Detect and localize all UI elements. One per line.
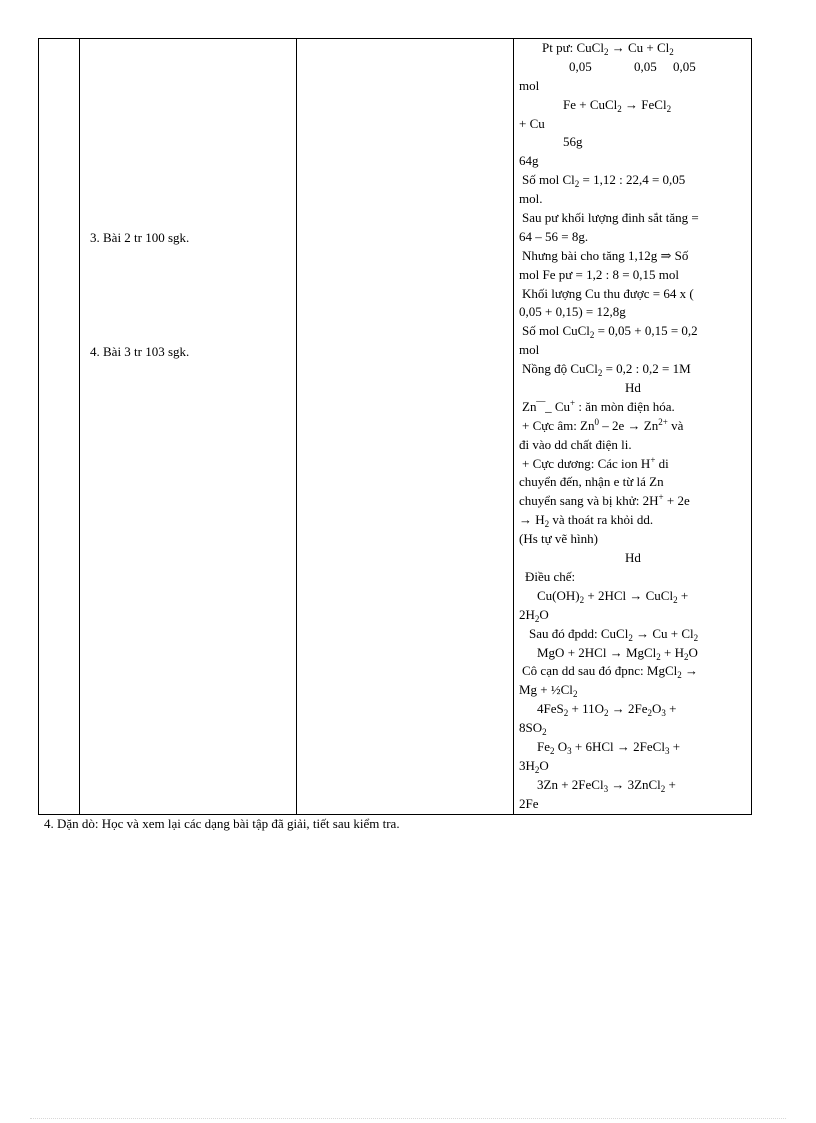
solution-column: [514, 39, 752, 815]
solution-line: Số mol CuCl$_2$ = 0,05 + 0,15 = 0,2: [522, 323, 698, 341]
table-row: [39, 39, 752, 815]
page-bottom-divider: [30, 1118, 786, 1119]
solution-line: $Cu(OH)_2 + 2HCl$ → CuCl$_2$ +: [537, 587, 689, 605]
solution-line: (Hs tự vẽ hình): [519, 531, 598, 547]
solution-line: → $H_2$ và thoát ra khỏi dd.: [519, 512, 654, 530]
solution-line: MgO + 2HCl → MgCl$_2$ + $H_2O$: [537, 644, 698, 662]
solution-line: Điều chế:: [525, 568, 576, 584]
solution-line: Số mol $Cl_2 = 1,12$ : 22,4 = 0,05: [522, 172, 686, 190]
index-column: [39, 39, 80, 815]
solution-line: Hd: [625, 550, 641, 566]
solution-line: 64g: [519, 153, 539, 169]
solution-line: chuyển sang và bị khử: 2H+ + 2e: [519, 492, 690, 509]
solution-line: chuyển đến, nhận e từ lá Zn: [519, 474, 664, 490]
teacher-activity-column: [80, 39, 297, 815]
solution-line: $2H_2O$: [519, 606, 549, 624]
solution-line: Pt pư: CuCl$_2$ → $Cu + Cl_2$: [542, 40, 674, 57]
solution-line: đi vào dd chất điện li.: [519, 436, 632, 452]
solution-line: Khối lượng Cu thu được = 64 x (: [522, 285, 694, 301]
solution-line: mol: [519, 77, 540, 93]
solution-line: 2Fe: [519, 795, 539, 811]
solution-line: $Fe_2$ $O_3 + 6HCl$ → 2FeCl$_3$ +: [537, 738, 681, 756]
solution-line: + Cu: [519, 115, 545, 131]
task-3-label: 3. Bài 2 tr 100 sgk.: [90, 230, 190, 245]
solution-line: mol: [519, 342, 540, 358]
solution-line: + Cực dương: Các ion H+ di: [522, 454, 669, 471]
solution-line: Zn‾‾_ Cu+ : ăn mòn điện hóa.: [522, 397, 675, 414]
task-4-label: 4. Bài 3 tr 103 sgk.: [90, 344, 190, 359]
solution-line: $4FeS_2 + 11O_2 \to 2Fe_2O_3$ +: [537, 701, 677, 719]
solution-line: $8SO_2$: [519, 720, 547, 738]
solution-line: Nhưng bài cho tăng 1,12g ⇒ Số: [522, 247, 689, 263]
solution-line: 0,05 + 0,15) = 12,8g: [519, 304, 626, 320]
solution-line: $3H_2O$: [519, 757, 549, 775]
solution-line: Sau pư khối lượng đinh sắt tăng =: [522, 210, 699, 226]
solution-line: Sau đó đpdd: CuCl$_2$ → $Cu + Cl_2$: [529, 625, 699, 643]
solution-line: 0,05 0,05 0,05: [569, 58, 696, 74]
solution-line: Nồng độ CuCl$_2$ = 0,2 : 0,2 = 1M: [522, 361, 691, 379]
solution-line: $Mg + \frac{1}{2}Cl_2$: [519, 682, 578, 700]
homework-note: 4. Dặn dò: Học và xem lại các dạng bài tập đã giải, tiết sau kiểm tra.: [44, 816, 400, 831]
lesson-table: [38, 38, 752, 815]
solution-line: Fe + CuCl$_2$ → FeCl$_2$: [563, 96, 672, 114]
solution-line: mol Fe pư = 1,2 : 8 = 0,15 mol: [519, 266, 680, 282]
solution-line: mol.: [519, 191, 543, 207]
solution-line: 64 – 56 = 8g.: [519, 228, 589, 244]
solution-line: 56g: [563, 134, 583, 150]
solution-line: 3Zn + 2FeCl$_3$ → 3ZnCl$_2$ +: [537, 776, 676, 794]
solution-line: Cô cạn dd sau đó đpnc: MgCl$_2$ →: [522, 663, 699, 681]
solution-line: Hd: [625, 380, 641, 396]
solution-line: + Cực âm: $Zn^0 - 2e \to Zn^{2+}$ và: [522, 416, 684, 433]
student-activity-column: [297, 39, 514, 815]
